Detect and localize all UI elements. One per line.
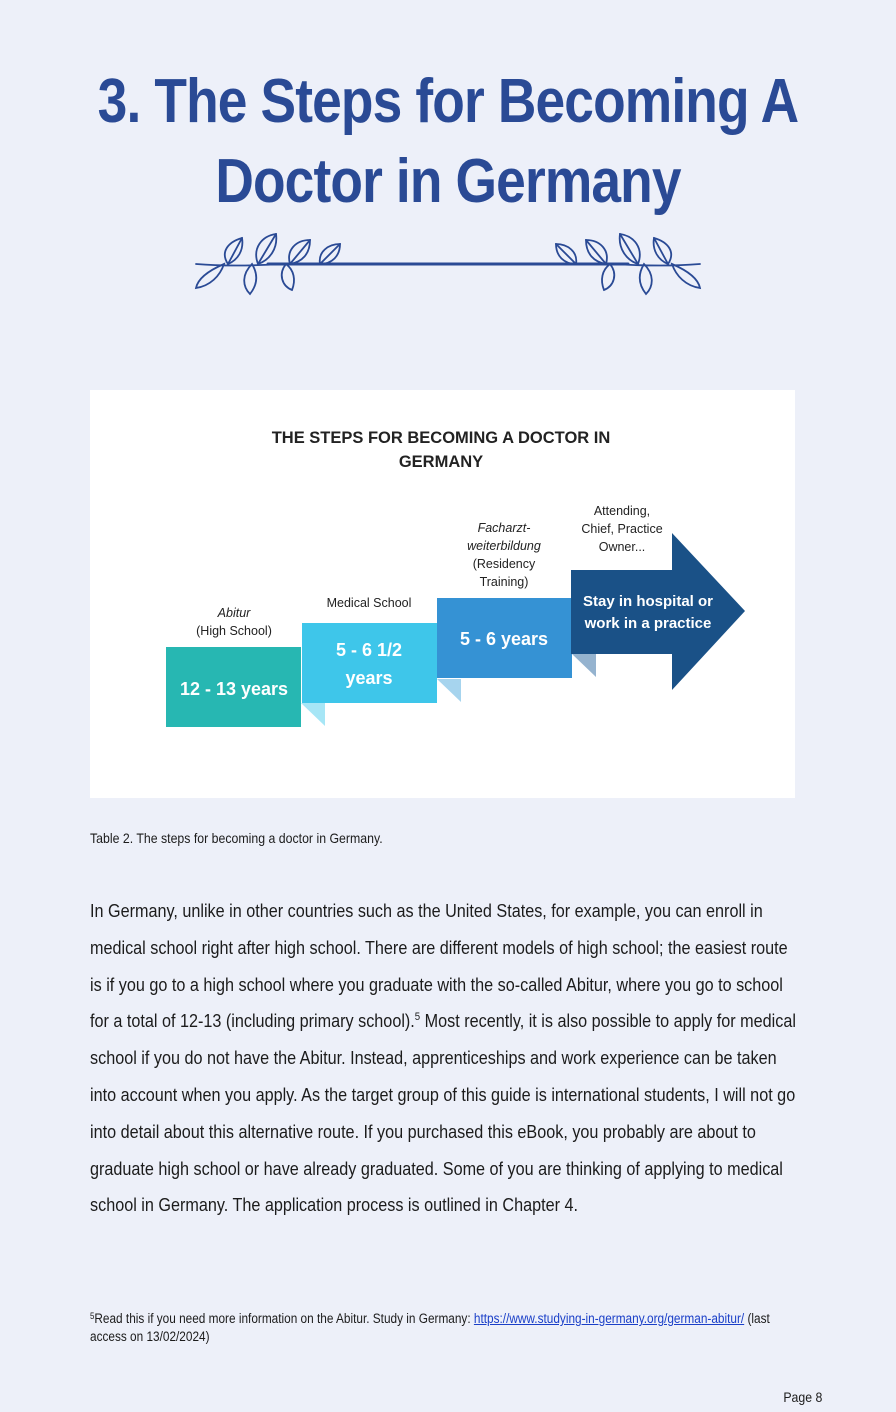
footnote-reference[interactable]: 5 <box>414 1011 421 1024</box>
step-2-label-line-1: Medical School <box>326 596 412 610</box>
step-3-value: 5 - 6 years <box>459 629 549 649</box>
page-title-line-2: Doctor in Germany <box>215 147 681 216</box>
steps-diagram <box>90 390 795 798</box>
step-4-value-line-1: Stay in hospital or <box>582 593 714 610</box>
steps-figure <box>90 390 795 798</box>
step-3-label-line-2: weiterbildung <box>467 539 541 553</box>
body-paragraph <box>90 893 799 1224</box>
step-1-fold <box>301 703 325 726</box>
leaf-divider-ornament <box>190 224 706 300</box>
step-4-label-line-3: Owner... <box>598 540 646 554</box>
step-4-value-line-2: work in a practice <box>584 615 712 632</box>
step-4-label-line-2: Chief, Practice <box>581 522 663 536</box>
body-text-part-1: In Germany, unlike in other countries such as the United States, for example, you can enroll in medical school right after high school. There are different models of high school; the easiest route is if you go to a high school where you graduate with the so-called Abitur, where you go to school for a total of 12-13 (including primary school). <box>90 900 788 1032</box>
step-3-label-line-3: (Residency <box>472 557 536 571</box>
figure-heading-line-2: GERMANY <box>398 453 484 471</box>
figure-heading-line-1: THE STEPS FOR BECOMING A DOCTOR IN <box>271 429 611 447</box>
step-2-fold <box>437 679 461 702</box>
step-2-value-line-1: 5 - 6 1/2 <box>335 640 403 660</box>
footnote <box>90 1310 799 1346</box>
footnote-link[interactable]: https://www.studying-in-germany.org/german-abitur/ <box>473 1311 745 1326</box>
page-title-line-1: 3. The Steps for Becoming A <box>97 67 799 136</box>
page-number: Page 8 <box>782 1389 822 1405</box>
step-1-label-line-1: Abitur <box>217 606 251 620</box>
step-4-label-line-1: Attending, <box>593 504 651 518</box>
page-title <box>97 62 799 222</box>
footnote-marker: 5 <box>90 1311 95 1321</box>
step-3-label-line-1: Facharzt- <box>477 521 531 535</box>
step-2-value-line-2: years <box>345 668 393 688</box>
footnote-tail: (last access on 13/02/2024) <box>90 1311 770 1344</box>
step-1-label-line-2: (High School) <box>196 624 272 638</box>
step-1-value: 12 - 13 years <box>179 679 289 699</box>
step-3-label-line-4: Training) <box>479 575 529 589</box>
step-2-block <box>302 623 437 703</box>
step-4-arrow <box>571 533 745 690</box>
footnote-text: Read this if you need more information on the Abitur. Study in Germany: <box>94 1311 474 1326</box>
body-text-part-2: Most recently, it is also possible to apply for medical school if you do not have the Abitur. Instead, apprenticeships and work experience can be taken into account when you apply. As the target group of this guide is international students, I will not go into detail about this alternative route. If you purchased this eBook, you probably are about to graduate high school or have already graduated. Some of you are thinking of applying to medical school in Germany. The application process is outlined in Chapter 4. <box>90 1010 796 1216</box>
figure-caption: Table 2. The steps for becoming a doctor in Germany. <box>90 830 383 846</box>
step-3-fold <box>572 654 596 677</box>
